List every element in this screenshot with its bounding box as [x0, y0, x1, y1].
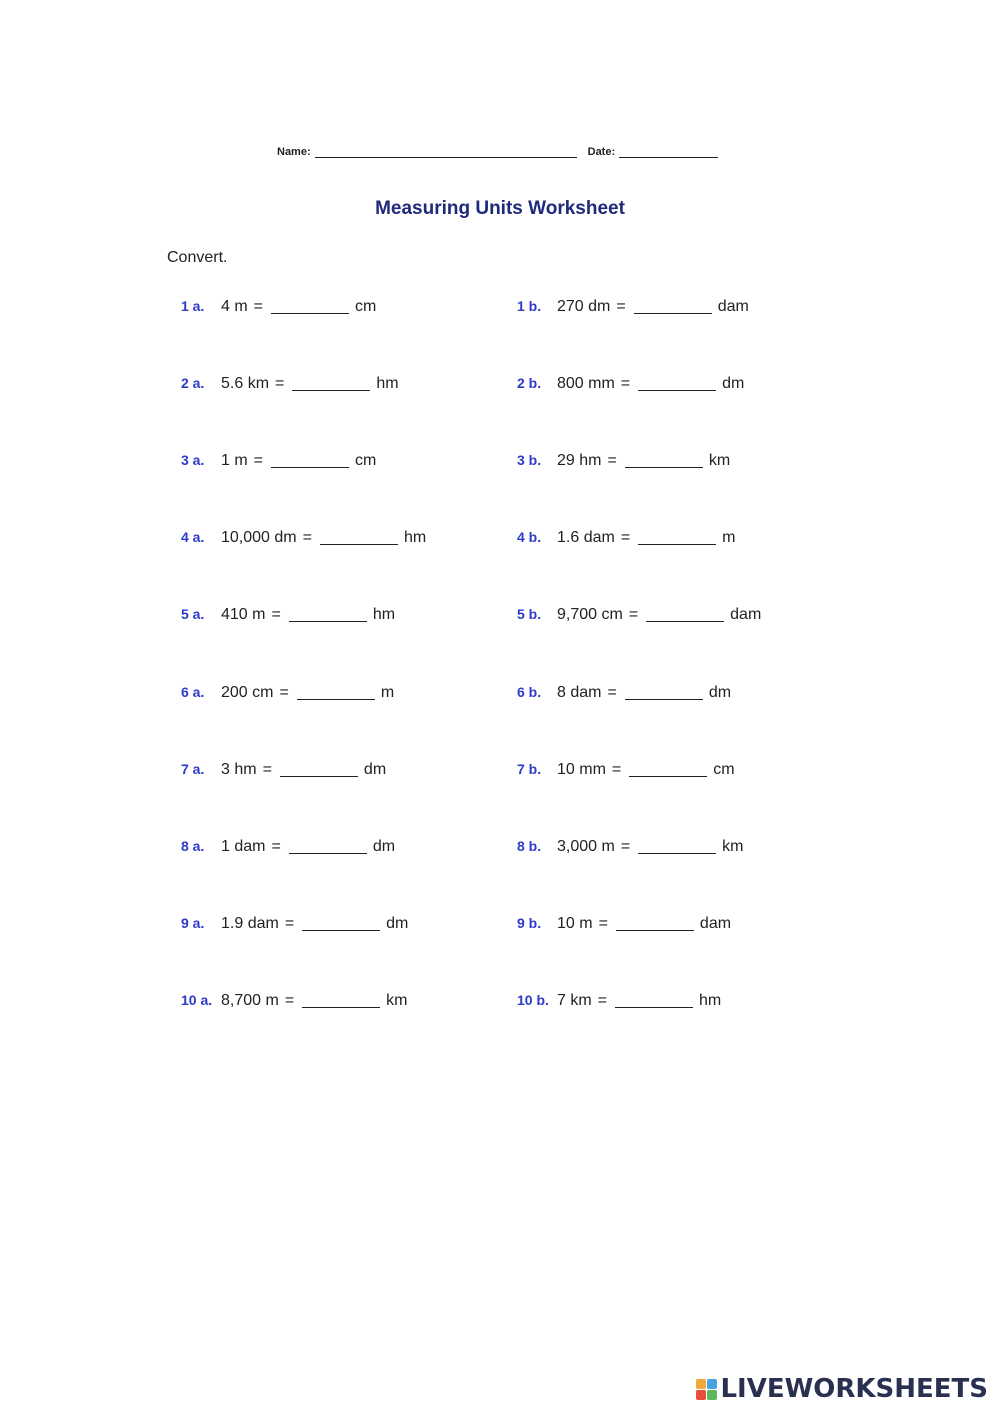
equals-sign: = [598, 915, 608, 932]
logo-square [696, 1379, 706, 1389]
logo-square [696, 1390, 706, 1400]
answer-input[interactable] [289, 839, 367, 854]
answer-input[interactable] [638, 530, 716, 545]
given-value: 1 m [221, 452, 248, 469]
date-field[interactable] [619, 145, 718, 158]
equals-sign: = [279, 684, 289, 701]
logo-icon [696, 1379, 717, 1400]
liveworksheets-logo [696, 1374, 988, 1404]
logo-text: LIVEWORKSHEETS [720, 1374, 988, 1404]
problem-item [517, 529, 735, 547]
problem-number: 10 b. [517, 992, 549, 1008]
given-value: 270 dm [557, 298, 611, 315]
target-unit: km [708, 452, 731, 469]
target-unit: cm [355, 298, 377, 315]
problem-item [517, 298, 749, 316]
answer-input[interactable] [289, 607, 367, 622]
equals-sign: = [271, 838, 281, 855]
given-value: 800 mm [557, 375, 615, 392]
problem-number: 6 b. [517, 684, 542, 700]
given-value: 1.9 dam [221, 915, 279, 932]
problem-number: 8 a. [181, 838, 205, 854]
target-unit: km [386, 992, 408, 1009]
equals-sign: = [616, 298, 626, 315]
problem-number: 5 b. [517, 606, 542, 622]
target-unit: hm [372, 606, 396, 623]
equals-sign: = [271, 606, 281, 623]
target-unit: km [722, 838, 744, 855]
problem-number: 2 a. [181, 375, 205, 391]
problem-item [181, 298, 376, 316]
answer-input[interactable] [638, 839, 716, 854]
answer-input[interactable] [625, 685, 703, 700]
logo-square [707, 1390, 717, 1400]
given-value: 410 m [221, 606, 266, 623]
answer-input[interactable] [292, 376, 370, 391]
given-value: 8 dam [557, 684, 602, 701]
date-label: Date: [587, 146, 616, 158]
given-value: 10 mm [557, 761, 606, 778]
equals-sign: = [262, 761, 272, 778]
equals-sign: = [253, 452, 264, 469]
problem-number: 1 b. [517, 298, 542, 314]
target-unit: hm [403, 529, 427, 546]
target-unit: dam [699, 915, 732, 932]
target-unit: dm [372, 838, 396, 855]
target-unit: dm [722, 375, 745, 392]
given-value: 29 hm [557, 452, 602, 469]
problem-item [181, 992, 407, 1010]
answer-input[interactable] [638, 376, 716, 391]
answer-input[interactable] [634, 299, 712, 314]
given-value: 10 m [557, 915, 593, 932]
answer-input[interactable] [280, 762, 358, 777]
name-date-header [277, 145, 718, 158]
equals-sign: = [284, 992, 295, 1009]
problem-number: 3 a. [181, 452, 205, 468]
answer-input[interactable] [320, 530, 398, 545]
problem-item [181, 375, 399, 393]
problem-item [517, 684, 731, 702]
problem-number: 9 a. [181, 915, 205, 931]
problem-item [181, 838, 395, 856]
problem-number: 9 b. [517, 915, 542, 931]
name-label: Name: [277, 146, 311, 158]
target-unit: dm [363, 761, 387, 778]
target-unit: m [722, 529, 736, 546]
given-value: 1.6 dam [557, 529, 615, 546]
problem-number: 1 a. [181, 298, 205, 314]
problem-item [517, 375, 744, 393]
given-value: 1 dam [221, 838, 266, 855]
target-unit: dm [708, 684, 732, 701]
equals-sign: = [620, 529, 631, 546]
problem-number: 7 a. [181, 761, 205, 777]
target-unit: cm [355, 452, 377, 469]
given-value: 3 hm [221, 761, 257, 778]
answer-input[interactable] [646, 607, 724, 622]
problem-item [181, 761, 386, 779]
target-unit: m [380, 684, 395, 701]
equals-sign: = [607, 452, 617, 469]
equals-sign: = [620, 375, 631, 392]
problem-item [517, 452, 730, 470]
answer-input[interactable] [615, 993, 693, 1008]
given-value: 5.6 km [221, 375, 270, 392]
answer-input[interactable] [271, 453, 349, 468]
equals-sign: = [611, 761, 622, 778]
problem-number: 3 b. [517, 452, 542, 468]
problem-item [517, 606, 761, 624]
answer-input[interactable] [297, 685, 375, 700]
problem-item [181, 684, 394, 702]
worksheet-title: Measuring Units Worksheet [375, 198, 625, 219]
given-value: 200 cm [221, 684, 274, 701]
given-value: 4 m [221, 298, 248, 315]
target-unit: dm [386, 915, 409, 932]
equals-sign: = [620, 838, 631, 855]
problem-item [181, 915, 408, 933]
logo-square [707, 1379, 717, 1389]
target-unit: hm [699, 992, 722, 1009]
problem-item [181, 529, 426, 547]
given-value: 3,000 m [557, 838, 615, 855]
target-unit: cm [713, 761, 735, 778]
problem-number: 10 a. [181, 992, 213, 1008]
target-unit: hm [376, 375, 399, 392]
problem-number: 6 a. [181, 684, 205, 700]
given-value: 9,700 cm [557, 606, 623, 623]
given-value: 7 km [557, 992, 592, 1009]
given-value: 10,000 dm [221, 529, 297, 546]
equals-sign: = [284, 915, 295, 932]
answer-input[interactable] [302, 916, 380, 931]
equals-sign: = [597, 992, 608, 1009]
answer-input[interactable] [302, 993, 380, 1008]
problem-item [517, 761, 735, 779]
equals-sign: = [302, 529, 312, 546]
problem-item [517, 915, 731, 933]
equals-sign: = [253, 298, 264, 315]
answer-input[interactable] [271, 299, 349, 314]
problem-item [517, 838, 743, 856]
instruction-text: Convert. [167, 249, 228, 266]
given-value: 8,700 m [221, 992, 279, 1009]
target-unit: dam [717, 298, 749, 315]
problem-number: 8 b. [517, 838, 542, 854]
problem-number: 2 b. [517, 375, 542, 391]
target-unit: dam [730, 606, 762, 623]
problem-number: 4 b. [517, 529, 542, 545]
answer-input[interactable] [629, 762, 707, 777]
equals-sign: = [607, 684, 617, 701]
answer-input[interactable] [616, 916, 694, 931]
equals-sign: = [275, 375, 285, 392]
equals-sign: = [628, 606, 639, 623]
problem-item [517, 992, 721, 1010]
problem-item [181, 606, 395, 624]
answer-input[interactable] [625, 453, 703, 468]
problem-number: 7 b. [517, 761, 542, 777]
name-field[interactable] [315, 145, 577, 158]
problem-number: 5 a. [181, 606, 205, 622]
problem-number: 4 a. [181, 529, 205, 545]
problem-item [181, 452, 376, 470]
